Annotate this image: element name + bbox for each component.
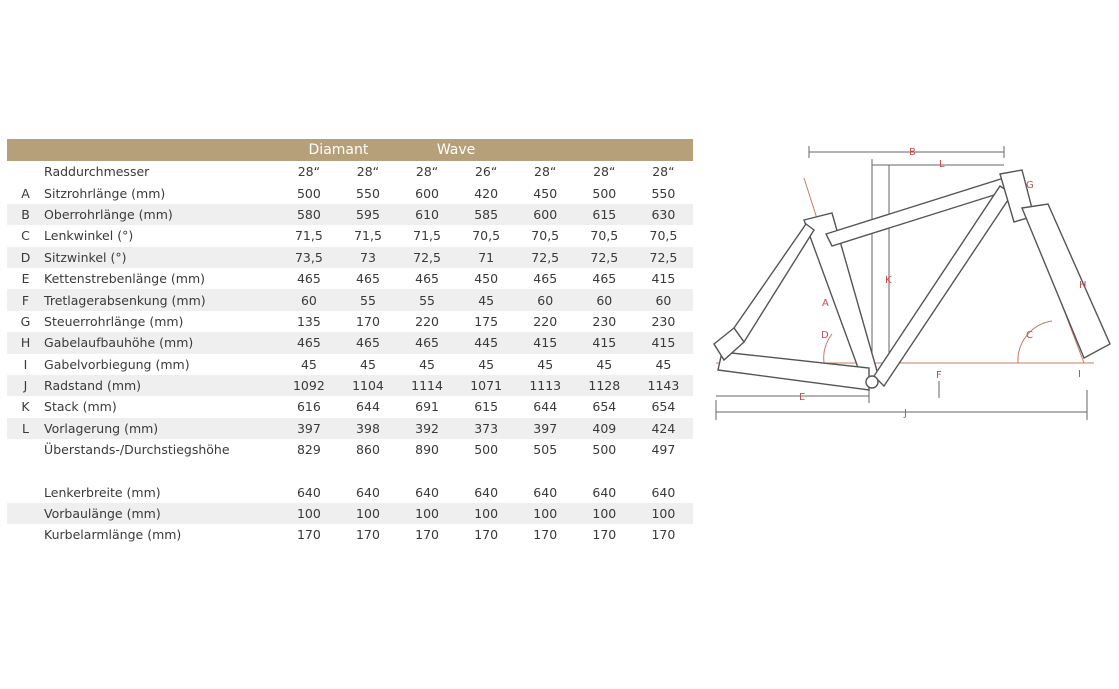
diagram-label-c: C — [1026, 330, 1033, 341]
cell-value: 71,5 — [413, 228, 441, 244]
cell-value: 465 — [533, 271, 558, 287]
row-label: Raddurchmesser — [44, 164, 150, 180]
cell-value: 640 — [415, 484, 439, 500]
cell-value: 45 — [596, 356, 613, 372]
cell-value: 60 — [279, 289, 338, 310]
row-label: Kettenstrebenlänge (mm) — [44, 271, 206, 287]
row-label: Oberrohrlänge (mm) — [44, 204, 279, 225]
cell-value: 60 — [516, 289, 575, 310]
cell-value: 1113 — [516, 375, 575, 396]
cell-value: 170 — [651, 527, 676, 543]
cell-value: 398 — [338, 418, 397, 439]
group-diamant: Diamant — [279, 139, 397, 161]
diagram-label-k: K — [885, 275, 892, 286]
cell-value: 465 — [398, 332, 457, 353]
row-label: Sitzwinkel (°) — [44, 247, 279, 268]
cell-value: 175 — [474, 313, 499, 329]
cell-value: 397 — [279, 418, 338, 439]
cell-value: 170 — [592, 527, 617, 543]
table-row — [7, 289, 693, 310]
cell-value: 70,5 — [531, 228, 560, 244]
cell-value: 170 — [415, 527, 439, 543]
cell-value: 640 — [296, 484, 321, 500]
cell-value: 170 — [356, 313, 380, 329]
cell-value: 100 — [575, 503, 634, 524]
cell-value: 550 — [356, 185, 380, 201]
cell-value: 100 — [634, 503, 693, 524]
cell-value: 28“ — [297, 164, 321, 180]
diagram-label-f: F — [936, 370, 942, 381]
cell-value: 45 — [537, 356, 554, 372]
cell-value: 72,5 — [575, 247, 634, 268]
bike-geometry-diagram — [704, 138, 1119, 428]
diagram-label-d: D — [821, 330, 829, 341]
cell-value: 26“ — [474, 164, 498, 180]
cell-value: 415 — [516, 332, 575, 353]
cell-value: 415 — [651, 271, 676, 287]
table-row — [7, 481, 693, 502]
cell-value: 630 — [634, 204, 693, 225]
cell-value: 615 — [474, 399, 499, 415]
table-row — [7, 524, 693, 545]
cell-value: 600 — [415, 185, 439, 201]
row-letter: L — [7, 418, 44, 439]
cell-value: 71,5 — [354, 228, 382, 244]
table-row — [7, 418, 693, 439]
cell-value: 1104 — [338, 375, 397, 396]
cell-value: 500 — [474, 442, 499, 458]
cell-value: 70,5 — [472, 228, 501, 244]
table-row — [7, 332, 693, 353]
cell-value: 73 — [338, 247, 397, 268]
row-label: Steuerrohrlänge (mm) — [44, 313, 184, 329]
cell-value: 644 — [356, 399, 380, 415]
cell-value: 220 — [533, 313, 558, 329]
bike-frame — [714, 170, 1110, 390]
cell-value: 170 — [474, 527, 499, 543]
cell-value: 580 — [279, 204, 338, 225]
cell-value: 45 — [655, 356, 672, 372]
row-letter: K — [21, 399, 30, 415]
table-row — [7, 354, 693, 375]
cell-value: 100 — [457, 503, 516, 524]
frame-type-header — [7, 139, 693, 161]
row-letter: D — [7, 247, 44, 268]
cell-value: 28“ — [534, 164, 557, 180]
cell-value: 600 — [516, 204, 575, 225]
cell-value: 135 — [296, 313, 321, 329]
cell-value: 640 — [474, 484, 499, 500]
cell-value: 644 — [533, 399, 558, 415]
cell-value: 415 — [575, 332, 634, 353]
row-label: Stack (mm) — [44, 399, 117, 415]
cell-value: 500 — [592, 185, 617, 201]
cell-value: 71,5 — [294, 228, 323, 244]
cell-value: 1143 — [634, 375, 693, 396]
row-letter: C — [21, 228, 30, 244]
row-letter: F — [7, 289, 44, 310]
cell-value: 60 — [575, 289, 634, 310]
row-label: Gabelvorbiegung (mm) — [44, 356, 190, 372]
cell-value: 890 — [415, 442, 439, 458]
cell-value: 71 — [457, 247, 516, 268]
cell-value: 230 — [592, 313, 617, 329]
cell-value: 1071 — [457, 375, 516, 396]
row-label: Vorlagerung (mm) — [44, 418, 279, 439]
table-row — [7, 311, 693, 332]
table-row — [7, 439, 693, 460]
cell-value: 45 — [419, 356, 436, 372]
cell-value: 595 — [338, 204, 397, 225]
diagram-label-a: A — [822, 298, 829, 309]
row-label: Tretlagerabsenkung (mm) — [44, 289, 279, 310]
cell-value: 373 — [457, 418, 516, 439]
cell-value: 73,5 — [279, 247, 338, 268]
table-row — [7, 247, 693, 268]
row-label: Vorbaulänge (mm) — [44, 503, 279, 524]
cell-value: 610 — [398, 204, 457, 225]
cell-value: 72,5 — [516, 247, 575, 268]
cell-value: 420 — [474, 185, 499, 201]
cell-value: 640 — [592, 484, 617, 500]
cell-value: 100 — [338, 503, 397, 524]
cell-value: 500 — [592, 442, 617, 458]
angle-arc-c — [1018, 321, 1052, 363]
diagram-label-h: H — [1079, 280, 1087, 291]
table-row — [7, 396, 693, 417]
cell-value: 654 — [651, 399, 676, 415]
cell-value: 28“ — [593, 164, 616, 180]
row-label: Kurbelarmlänge (mm) — [44, 527, 182, 543]
row-letter: I — [23, 356, 28, 372]
cell-value: 55 — [338, 289, 397, 310]
table-row — [7, 375, 693, 396]
table-spacer — [7, 460, 693, 481]
cell-value: 1114 — [398, 375, 457, 396]
cell-value: 45 — [457, 289, 516, 310]
wheel-size-row — [7, 161, 693, 182]
cell-value: 615 — [575, 204, 634, 225]
row-label: Sitzrohrlänge (mm) — [44, 185, 166, 201]
diagram-label-l: L — [939, 159, 945, 170]
cell-value: 450 — [533, 185, 558, 201]
cell-value: 640 — [651, 484, 676, 500]
cell-value: 220 — [415, 313, 439, 329]
cell-value: 640 — [356, 484, 380, 500]
table-row — [7, 503, 693, 524]
cell-value: 72,5 — [398, 247, 457, 268]
cell-value: 70,5 — [649, 228, 678, 244]
cell-value: 55 — [398, 289, 457, 310]
cell-value: 829 — [296, 442, 321, 458]
cell-value: 100 — [398, 503, 457, 524]
cell-value: 28“ — [356, 164, 380, 180]
row-letter: J — [7, 375, 44, 396]
row-letter — [7, 524, 44, 545]
table-row — [7, 225, 693, 246]
cell-value: 28“ — [415, 164, 439, 180]
row-letter: B — [7, 204, 44, 225]
cell-value: 1128 — [575, 375, 634, 396]
cell-value: 654 — [592, 399, 617, 415]
cell-value: 170 — [533, 527, 558, 543]
cell-value: 170 — [356, 527, 380, 543]
cell-value: 445 — [457, 332, 516, 353]
cell-value: 500 — [296, 185, 321, 201]
row-label: Radstand (mm) — [44, 375, 279, 396]
cell-value: 45 — [478, 356, 495, 372]
cell-value: 550 — [651, 185, 676, 201]
geometry-table — [7, 139, 693, 546]
cell-value: 616 — [296, 399, 321, 415]
table-row — [7, 204, 693, 225]
diagram-label-g: G — [1026, 180, 1034, 191]
row-letter: G — [20, 313, 31, 329]
row-letter — [7, 503, 44, 524]
cell-value: 100 — [279, 503, 338, 524]
cell-value: 860 — [356, 442, 380, 458]
cell-value: 505 — [533, 442, 558, 458]
cell-value: 100 — [516, 503, 575, 524]
cell-value: 409 — [575, 418, 634, 439]
cell-value: 28“ — [652, 164, 675, 180]
cell-value: 60 — [634, 289, 693, 310]
cell-value: 465 — [592, 271, 617, 287]
cell-value: 230 — [651, 313, 676, 329]
cell-value: 465 — [356, 271, 380, 287]
diagram-label-j: J — [904, 408, 907, 419]
cell-value: 497 — [651, 442, 676, 458]
diagram-label-i: I — [1078, 369, 1081, 380]
row-label: Lenkerbreite (mm) — [44, 484, 161, 500]
cell-value: 70,5 — [590, 228, 619, 244]
cell-value: 465 — [296, 271, 321, 287]
cell-value: 424 — [634, 418, 693, 439]
row-label: Überstands-/Durchstiegshöhe — [44, 442, 230, 458]
diagram-label-b: B — [909, 147, 916, 158]
cell-value: 585 — [457, 204, 516, 225]
cell-value: 397 — [516, 418, 575, 439]
cell-value: 465 — [338, 332, 397, 353]
cell-value: 450 — [474, 271, 499, 287]
row-letter: A — [21, 185, 30, 201]
cell-value: 392 — [398, 418, 457, 439]
row-letter — [7, 439, 44, 460]
cell-value: 465 — [279, 332, 338, 353]
diagram-label-e: E — [799, 392, 806, 403]
row-letter — [7, 481, 44, 502]
row-letter: E — [21, 271, 30, 287]
cell-value: 691 — [415, 399, 439, 415]
table-row — [7, 182, 693, 203]
cell-value: 72,5 — [634, 247, 693, 268]
cell-value: 45 — [300, 356, 317, 372]
cell-value: 1092 — [279, 375, 338, 396]
cell-value: 640 — [533, 484, 558, 500]
cell-value: 415 — [634, 332, 693, 353]
cell-value: 170 — [296, 527, 321, 543]
row-label: Gabelaufbauhöhe (mm) — [44, 332, 279, 353]
table-row — [7, 268, 693, 289]
group-wave: Wave — [436, 142, 476, 158]
cell-value: 45 — [360, 356, 376, 372]
row-letter: H — [7, 332, 44, 353]
cell-value: 465 — [415, 271, 439, 287]
row-label: Lenkwinkel (°) — [44, 228, 134, 244]
